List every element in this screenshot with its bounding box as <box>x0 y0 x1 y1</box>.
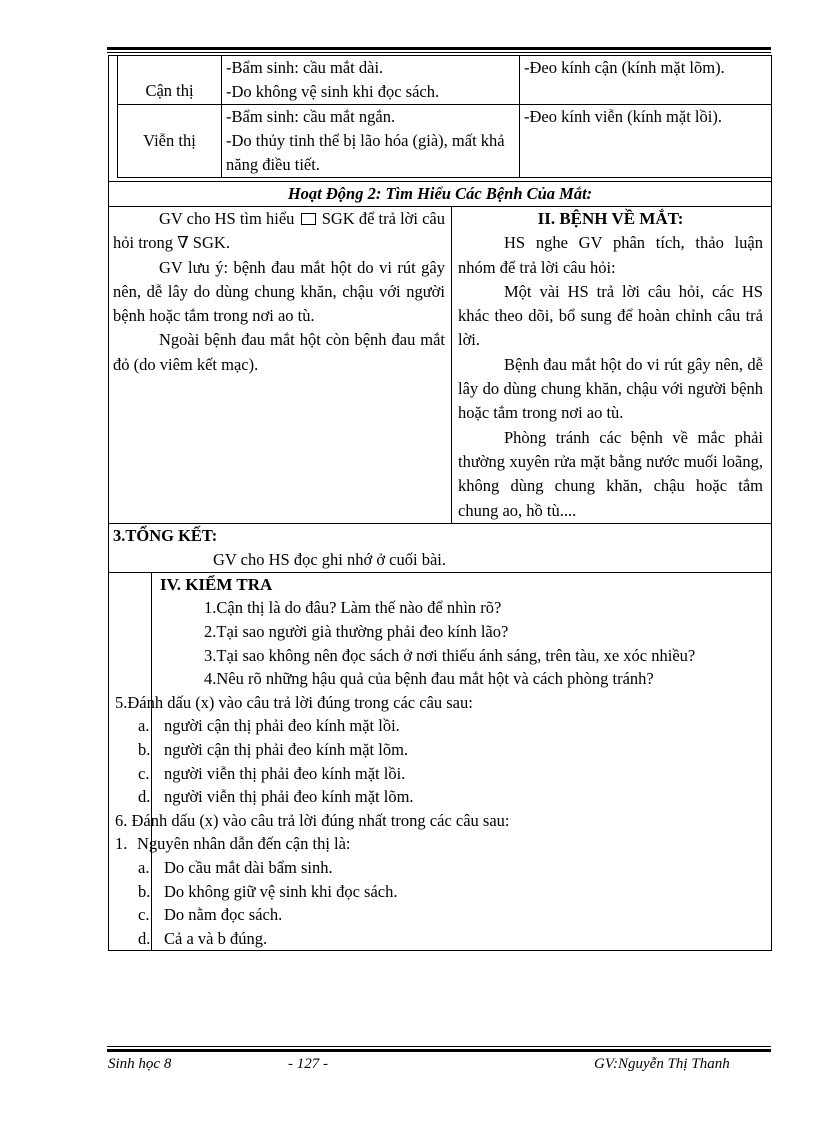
option-text: Do cầu mắt dài bẩm sinh. <box>164 857 333 877</box>
disease-table <box>117 56 771 178</box>
option-key: a. <box>138 857 150 877</box>
option-key: d. <box>138 787 151 807</box>
option-text: người viễn thị phải đeo kính mặt lõm. <box>164 787 414 807</box>
teacher-p3: Ngoài bệnh đau mắt hột còn bệnh đau mắt đỏ (do viêm kết mạc). <box>113 330 445 374</box>
question-item: 1.Cận thị là do đâu? Làm thế nào để nhìn rõ? <box>204 598 502 618</box>
footer-rule-thick <box>107 1049 771 1052</box>
check-section <box>109 572 771 951</box>
question-item: 4.Nêu rõ những hậu quả của bệnh đau mắt hột và cách phòng tránh? <box>204 669 654 689</box>
footer-page-number: - 127 - <box>288 1056 328 1072</box>
question-6: 6. Đánh dấu (x) vào câu trả lời đúng nhất trong các câu sau: <box>115 810 510 830</box>
cause-line: -Bẩm sinh: cầu mắt dài. <box>226 58 384 77</box>
option-text: người cận thị phải đeo kính mặt lõm. <box>164 740 409 760</box>
footer-subject: Sinh học 8 <box>108 1056 172 1072</box>
question-item: 3.Tại sao không nên đọc sách ở nơi thiếu ánh sáng, trên tàu, xe xóc nhiều? <box>204 645 696 665</box>
header-rule-thick <box>107 47 771 50</box>
student-column <box>452 207 771 523</box>
check-title: IV. KIỂM TRA <box>160 574 273 594</box>
option-key: c. <box>138 905 150 925</box>
teacher-p1-b: SGK để trả lời câu hỏi trong ∇ SGK. <box>113 209 445 253</box>
teacher-p1 <box>113 207 445 256</box>
option-item <box>138 927 763 951</box>
activity2-title: Hoạt Động 2: Tìm Hiểu Các Bệnh Của Mắt: <box>109 181 771 207</box>
check-body <box>115 573 771 951</box>
option-text: người viễn thị phải đeo kính mặt lồi. <box>164 763 406 783</box>
disease-cause <box>222 105 520 178</box>
cause-line: -Do không vệ sinh khi đọc sách. <box>226 82 440 101</box>
cause-line: -Bẩm sinh: cầu mắt ngắn. <box>226 107 396 126</box>
disease-fix: -Đeo kính viễn (kính mặt lồi). <box>520 105 772 178</box>
option-key: b. <box>138 740 151 760</box>
disease-table-wrap <box>109 56 771 178</box>
table-row <box>118 105 772 178</box>
footer-teacher: GV:Nguyễn Thị Thanh <box>594 1056 730 1072</box>
summary-content: GV cho HS đọc ghi nhớ ở cuối bài. <box>213 549 446 569</box>
option-item <box>138 856 763 880</box>
student-p2: Một vài HS trả lời câu hỏi, các HS khác theo dõi, bổ sung để hoàn chỉnh câu trả lời. <box>458 281 763 350</box>
option-key: b. <box>138 881 151 901</box>
activity2-body <box>109 207 771 523</box>
header-rule-thin <box>107 52 771 53</box>
option-text: Do không giữ vệ sinh khi đọc sách. <box>164 881 398 901</box>
student-p1: HS nghe GV phân tích, thảo luận nhóm để trả lời câu hỏi: <box>458 233 763 277</box>
teacher-column <box>109 207 452 523</box>
question-5: 5.Đánh dấu (x) vào câu trả lời đúng trong các câu sau: <box>115 692 473 712</box>
option-key: a. <box>138 716 150 736</box>
student-heading: II. BỆNH VỀ MẮT: <box>537 209 684 228</box>
option-item <box>138 714 763 738</box>
footer-rule-thin <box>107 1046 771 1047</box>
option-text: người cận thị phải đeo kính mặt lồi. <box>164 716 400 736</box>
book-icon <box>301 213 316 225</box>
lesson-table <box>108 55 772 951</box>
option-item <box>138 738 763 762</box>
disease-name: Cận thị <box>118 56 222 105</box>
summary-section <box>109 523 771 572</box>
student-p4: Phòng tránh các bệnh về mắc phải thường xuyên rửa mặt bằng nước muối loãng, không dùng chung khăn, chậu hoặc tắm chung ao, hồ tù.... <box>458 427 763 520</box>
teacher-p2: GV lưu ý: bệnh đau mắt hột do vi rút gây nên, dễ lây do dùng chung khăn, chậu với người bệnh hoặc tắm trong nơi ao tù. <box>113 257 445 326</box>
question-6-sub <box>115 832 763 856</box>
table-row <box>118 56 772 105</box>
disease-name: Viễn thị <box>118 105 222 178</box>
option-text: Cả a và b đúng. <box>164 928 268 948</box>
option-item <box>138 785 763 809</box>
sub-text: Nguyên nhân dẫn đến cận thị là: <box>137 834 351 854</box>
cause-line: -Do thủy tinh thể bị lão hóa (già), mất khả năng điều tiết. <box>226 131 505 174</box>
summary-title: 3.TỔNG KẾT: <box>113 525 218 545</box>
option-text: Do nằm đọc sách. <box>164 905 283 925</box>
option-item <box>138 880 763 904</box>
question-item: 2.Tại sao người già thường phải đeo kính lão? <box>204 622 509 642</box>
teacher-p1-a: GV cho HS tìm hiểu <box>159 209 295 228</box>
option-item <box>138 903 763 927</box>
disease-cause <box>222 56 520 105</box>
option-item <box>138 762 763 786</box>
option-key: d. <box>138 928 151 948</box>
disease-fix: -Đeo kính cận (kính mặt lõm). <box>520 56 772 105</box>
option-key: c. <box>138 763 150 783</box>
student-p3: Bệnh đau mắt hột do vi rút gây nên, dễ lây do dùng chung khăn, chậu với người bệnh hoặc tắm trong nơi ao tù. <box>458 354 763 423</box>
sub-key: 1. <box>115 834 128 854</box>
